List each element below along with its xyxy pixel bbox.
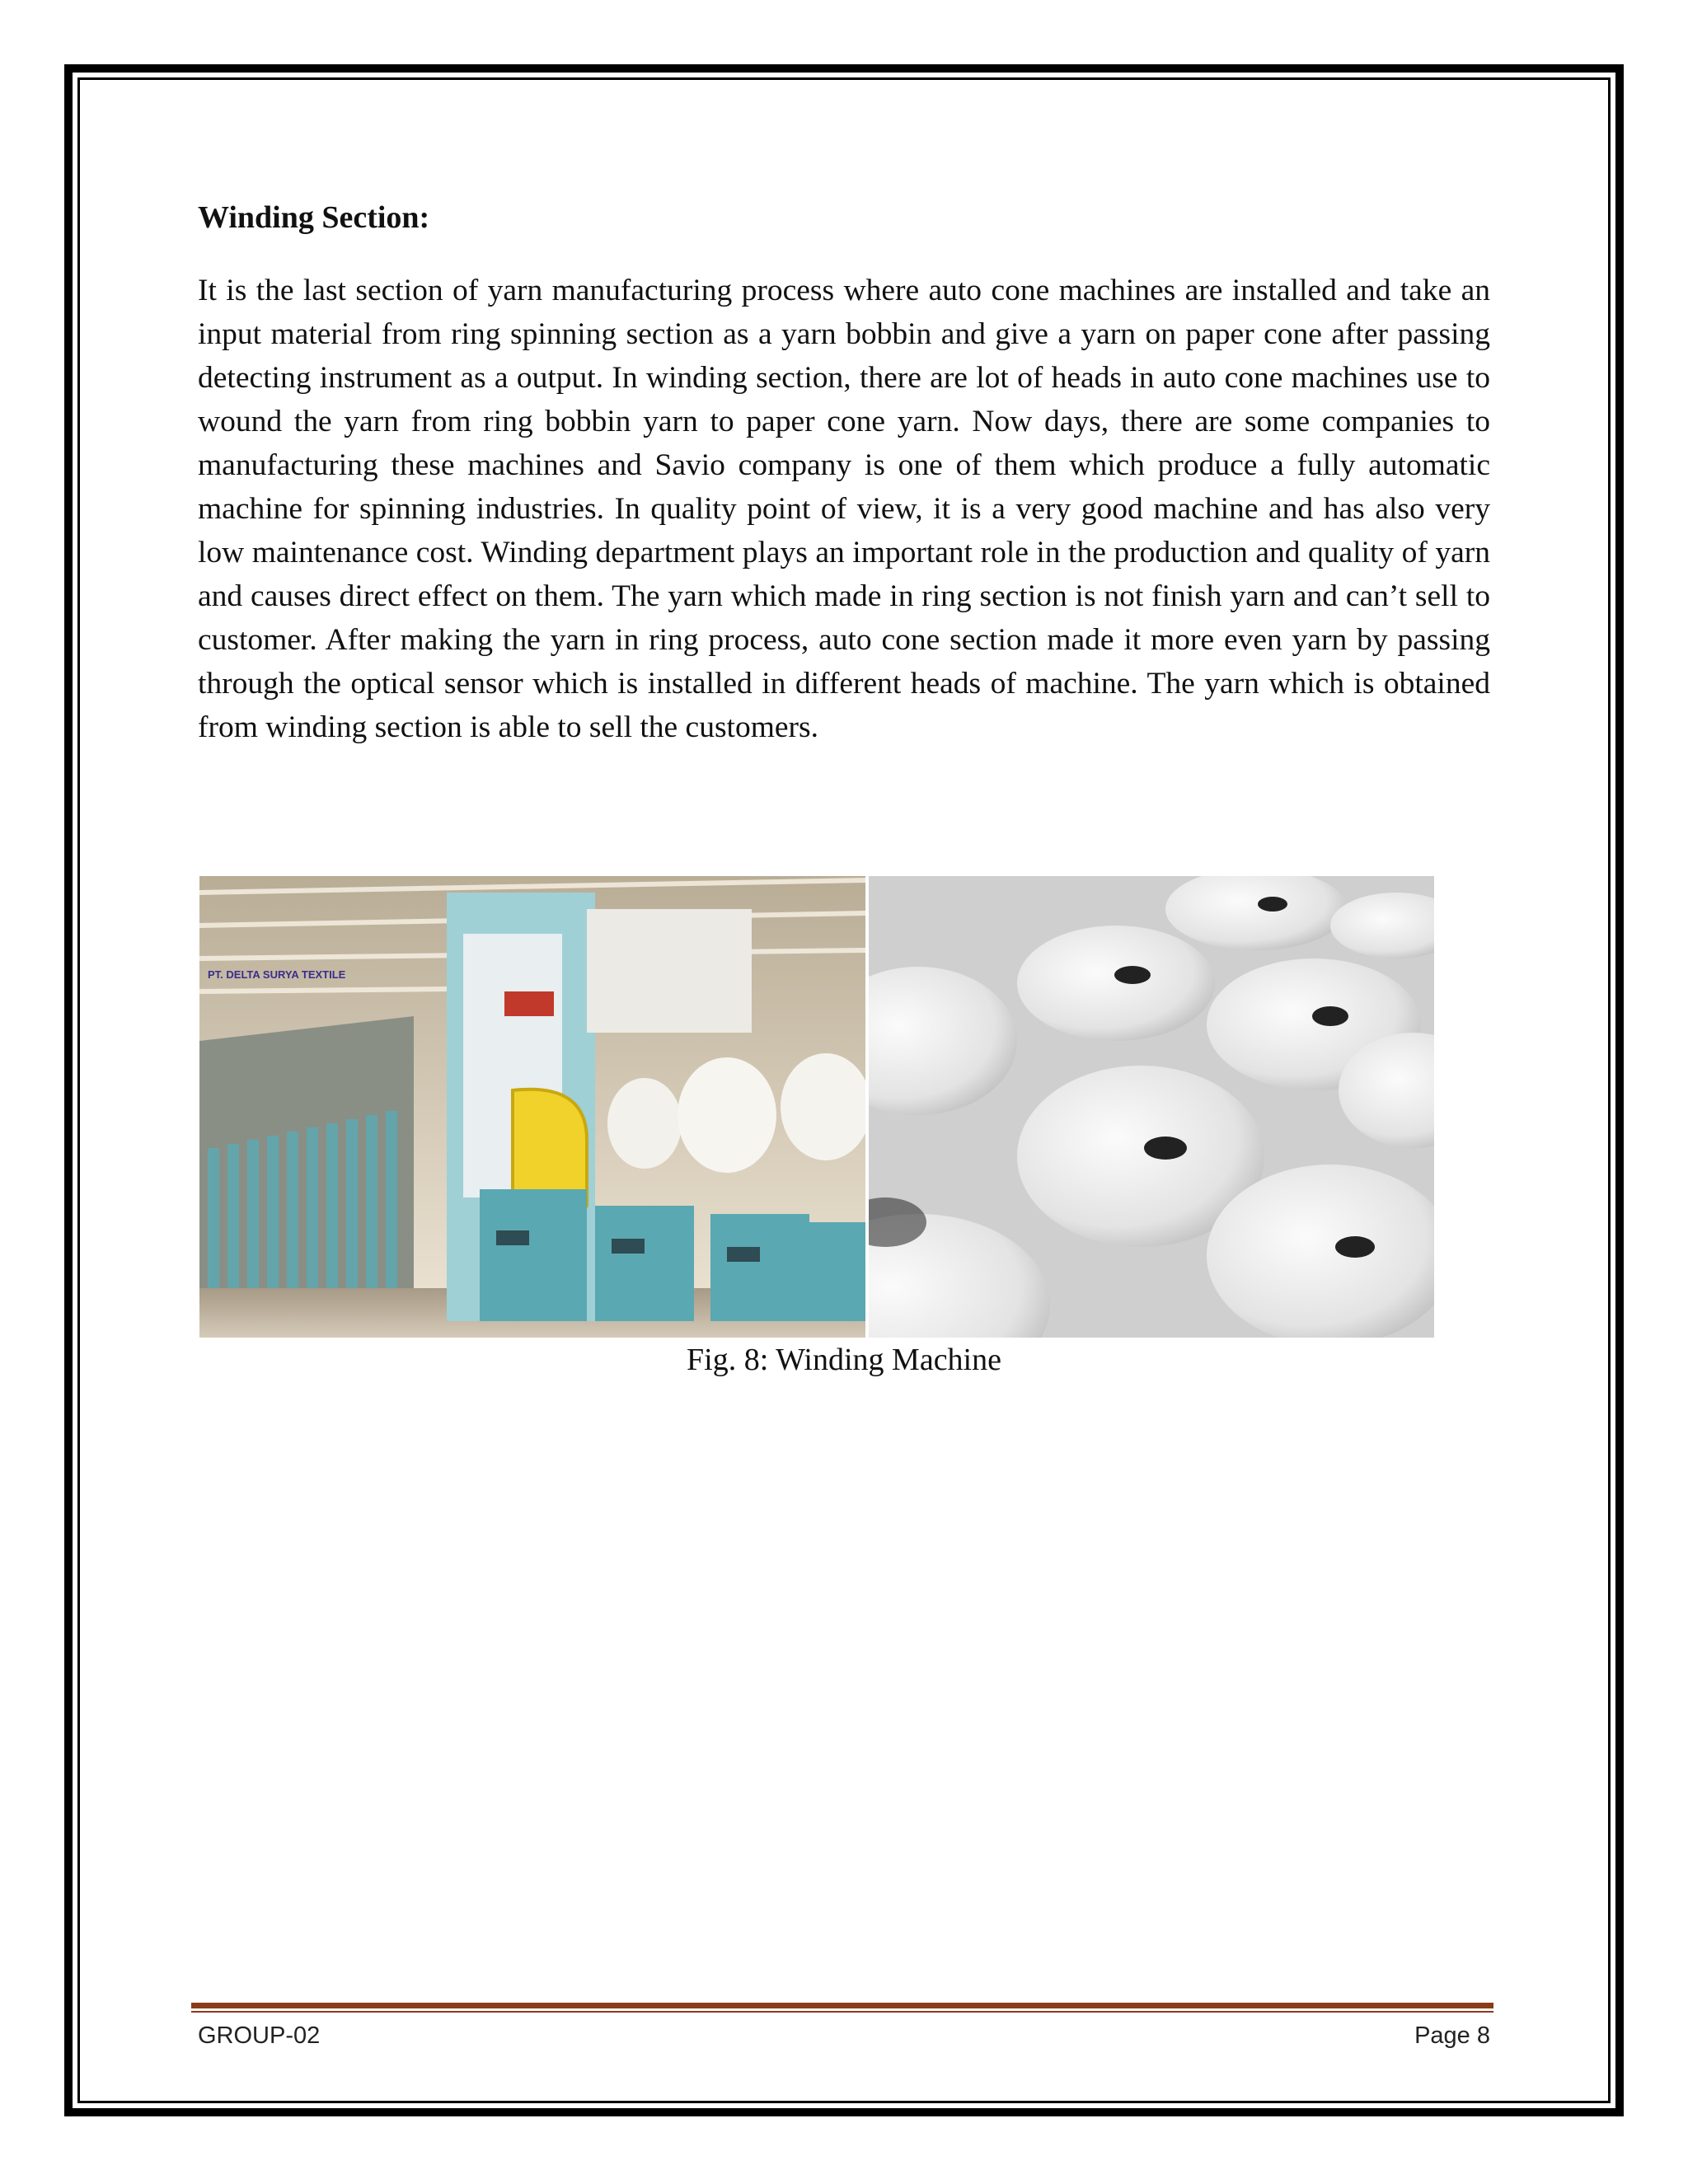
footer-page-number: Page 8 (1414, 2022, 1490, 2049)
paper-cones-illustration (869, 876, 1434, 1338)
section-heading: Winding Section: (198, 200, 430, 235)
photo-watermark: PT. DELTA SURYA TEXTILE (208, 968, 346, 981)
footer-rule (191, 2003, 1493, 2008)
figure-winding-machine (199, 876, 1434, 1338)
figure-caption: Fig. 8: Winding Machine (687, 1343, 1001, 1377)
footer-group-label: GROUP-02 (198, 2022, 321, 2049)
paper-cones-photo (869, 876, 1434, 1338)
winding-machine-illustration (199, 876, 865, 1338)
winding-machine-photo (199, 876, 865, 1338)
section-paragraph: It is the last section of yarn manufacturing process where auto cone machines are installed and take an input material from ring spinning section as a yarn bobbin and give a yarn on paper cone after passing detecting instrument as a output. In winding section, there are lot of heads in auto cone machines use to wound the yarn from ring bobbin yarn to paper cone yarn. Now days, there are some companies to manufacturing these machines and Savio company is one of them which produce a fully automatic machine for spinning industries. In quality point of view, it is a very good machine and has also very low maintenance cost. Winding department plays an important role in the production and quality of yarn and causes direct effect on them. The yarn which made in ring section is not finish yarn and can’t sell to customer. After making the yarn in ring process, auto cone section made it more even yarn by passing through the optical sensor which is installed in different heads of machine. The yarn which is obtained from winding section is able to sell the customers. (198, 274, 1490, 744)
footer-rule-thin (191, 2011, 1493, 2013)
